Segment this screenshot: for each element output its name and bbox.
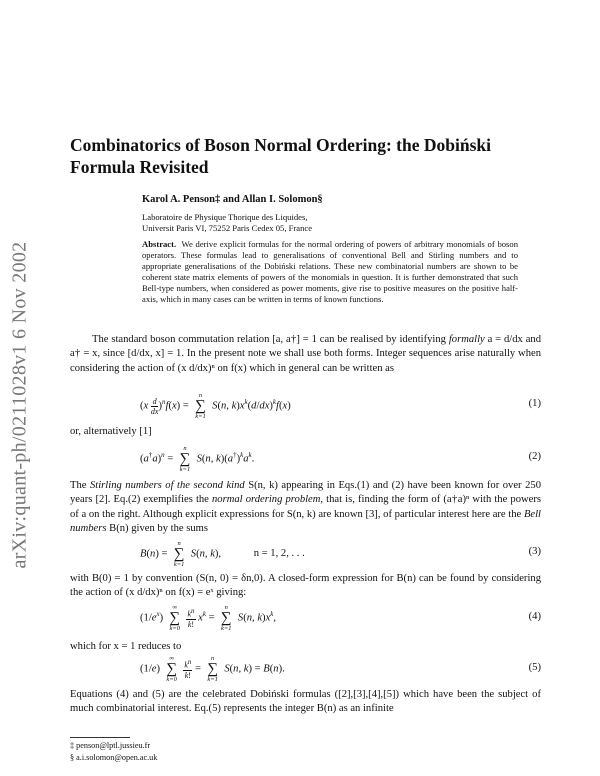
footnote-rule [70, 737, 130, 738]
authors: Karol A. Penson‡ and Allan I. Solomon§ [142, 194, 323, 205]
abstract [142, 239, 518, 304]
intro-text-a: The standard boson commutation relation [a, a†] = 1 can be realised by identifying [92, 334, 446, 345]
normal-ordering-term: normal ordering problem [212, 494, 321, 506]
equation-number-4: (4) [528, 611, 541, 622]
stirling-text-a: The [70, 480, 87, 491]
equation-number-3: (3) [528, 546, 541, 557]
abstract-text: We derive explicit formulas for the normal ordering of powers of arbitrary monomials of boson operators. These formulas lead to generalisations of conventional Bell and Stirling numbers and to appropriate generalisations of the Dobiński relations. These new combinatorial numbers are shown to be coherent state matrix elements of powers of the monomials in question. It is further demonstrated that such Bell-type numbers, when considered as power moments, give rise to positive measures on the positive half-axis, which in many cases can be written in terms of known functions. [142, 239, 518, 304]
affiliation-line-2: Universit Paris VI, 75252 Paris Cedex 05, France [142, 223, 313, 233]
affiliation-line-1: Laboratoire de Physique Thorique des Liquides, [142, 212, 308, 222]
stirling-text-d: B(n) given by the sums [109, 522, 209, 534]
paper-title: Combinatorics of Boson Normal Ordering: the Dobiński Formula Revisited [70, 135, 491, 177]
intro-text-b: a = d/dx and a† = x, since [d/dx, x] = 1. In the present note we shall use both forms. Integer sequences arise naturally when considering the action of (x d/dx)ⁿ on f(x) which in general can be written as [70, 334, 541, 374]
equation-number-2: (2) [528, 451, 541, 462]
or-alternatively: or, alternatively [1] [70, 426, 152, 437]
bell-numbers-term: Bell numbers [70, 508, 541, 534]
arxiv-identifier: arXiv:quant-ph/0211028v1 6 Nov 2002 [8, 241, 31, 569]
paragraph-closed-form: with B(0) = 1 by convention (S(n, 0) = δn,0). A closed-form expression for B(n) can be found by considering the action of (x d/dx)ⁿ on f(x) = eˣ giving: [70, 573, 541, 599]
equation-5: (1/e) ∞ ∑ k=0 $\frac{k^n}{k!}$ = n ∑ k=1 S(n, k) = B(n). [140, 655, 285, 683]
paragraph-reduces: which for x = 1 reduces to [70, 641, 182, 652]
paragraph-stirling [70, 479, 541, 536]
equation-3: B(n) = n ∑ k=1 S(n, k), n = 1, 2, . . . [140, 540, 305, 568]
stirling-text-b: S(n, k) appearing in Eqs.(1) and (2) have been known for over 250 years [2]. Eq.(2) exemplifies the [70, 480, 541, 506]
paragraph-dobinski: Equations (4) and (5) are the celebrated Dobiński formulas ([2],[3],[4],[5]) which have been the subject of much combinatorial interest. Eq.(5) represents the integer B(n) as an infinite [70, 689, 541, 715]
footnote-penson: ‡ penson@lptl.jussieu.fr [70, 741, 151, 750]
equation-number-5: (5) [528, 662, 541, 673]
equation-3-range: n = 1, 2, . . . [253, 548, 305, 560]
stirling-term: Stirling numbers of the second kind [90, 480, 245, 491]
equation-1: (x $\frac{d}{dx}$ )$^n$f(x) = n ∑ k=1 S(n, $k)x^k(d/dx)^kf(x)$ [140, 392, 291, 420]
intro-formally: formally [448, 334, 485, 345]
equation-number-1: (1) [528, 398, 541, 409]
equation-4: $(1/e^x)$ ∞ ∑ k=0 $\frac{k^n}{k!}$ $x^k$ = n ∑ k=1 S(n, $k)x^k$, [140, 604, 277, 632]
paragraph-intro [70, 333, 541, 376]
stirling-text-c: , that is, finding the form of (a†a)ⁿ with the powers of a on the right. Although explicit expressions for S(n, k) are known [3], of particular interest here are the [70, 494, 541, 520]
abstract-label: Abstract. [142, 239, 177, 249]
footnote-solomon: § a.i.solomon@open.ac.uk [70, 753, 158, 762]
equation-2: $(a^\dagger a)^n$ = n ∑ k=1 S(n, $k)(a^\dagger)^ka^k$. [140, 445, 255, 473]
